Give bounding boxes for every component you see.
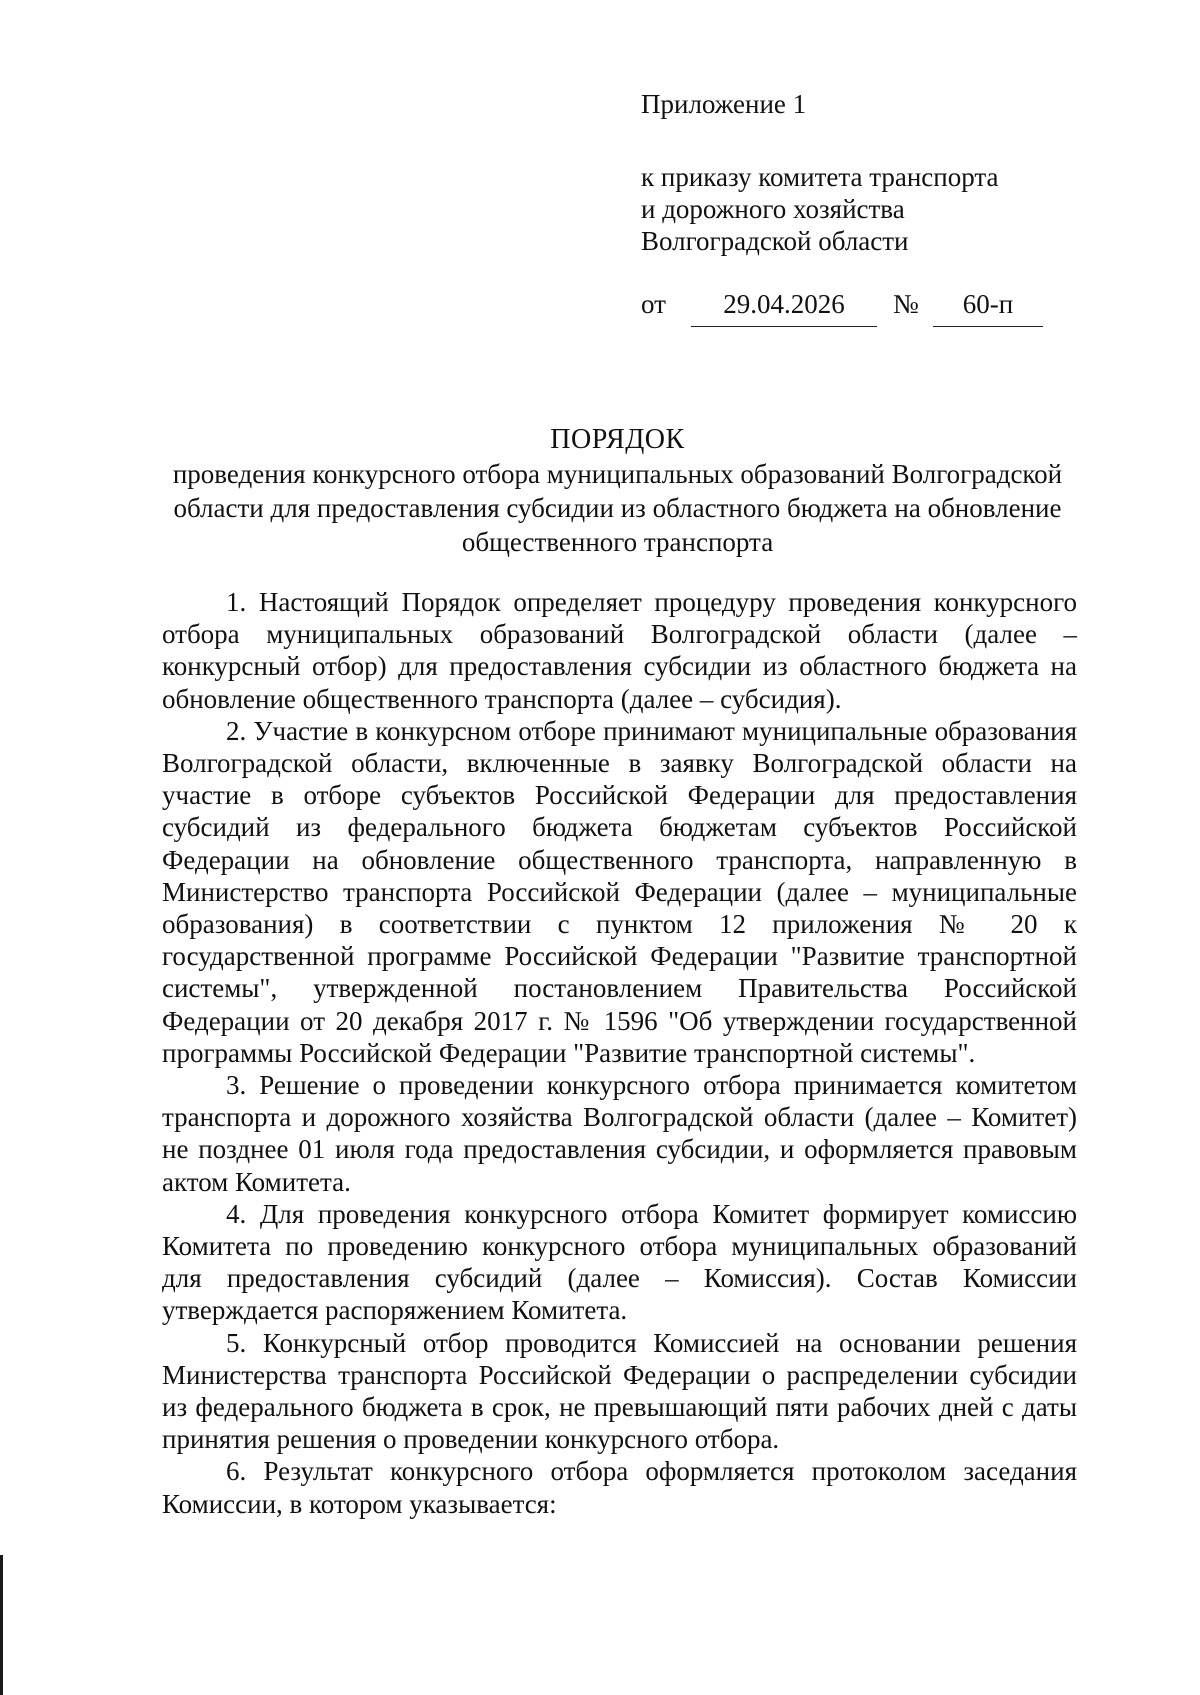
document-subtitle: проведения конкурсного отбора муниципальных образований Волгоградской области для предоставления субсидии из областного бюджета на обновление общественного транспорта: [172, 459, 1063, 557]
order-date: 29.04.2026: [691, 288, 877, 327]
scan-edge-mark: [0, 1555, 3, 1695]
appendix-header: [641, 88, 1061, 257]
paragraph-6: 6. Результат конкурсного отбора оформляется протоколом заседания Комиссии, в котором указывается:: [162, 1456, 1077, 1519]
paragraph-4: 4. Для проведения конкурсного отбора Комитет формирует комиссию Комитета по проведению конкурсного отбора муниципальных образований для предоставления субсидий (далее – Комиссия). Состав Комиссии утверждается распоряжением Комитета.: [162, 1198, 1077, 1326]
document-title: ПОРЯДОК: [550, 424, 685, 455]
order-ref-line: Волгоградской области: [641, 226, 909, 256]
document-body: [162, 586, 1077, 1520]
appendix-label: Приложение 1: [641, 89, 807, 119]
order-ref-line: и дорожного хозяйства: [641, 194, 905, 224]
number-sign: №: [893, 289, 919, 319]
from-label: от: [641, 289, 666, 319]
order-date-number-line: [641, 288, 1061, 328]
paragraph-3: 3. Решение о проведении конкурсного отбора принимается комитетом транспорта и дорожного хозяйства Волгоградской области (далее – Комитет) не позднее 01 июля года предоставления субсидии, и оформляется правовым актом Комитета.: [162, 1070, 1077, 1197]
paragraph-2: 2. Участие в конкурсном отборе принимают муниципальные образования Волгоградской области, включенные в заявку Волгоградской области на участие в отборе субъектов Российской Федерации для предоставления субсидий из федерального бюджета бюджетам субъектов Российской Федерации на обновление общественного транспорта, направленную в Министерство транспорта Российской Федерации (далее – муниципальные образования) в соответствии с пунктом 12 приложения № 20 к государственной программе Российской Федерации "Развитие транспортной системы", утвержденной постановлением Правительства Российской Федерации от 20 декабря 2017 г. № 1596 "Об утверждении государственной программы Российской Федерации "Развитие транспортной системы".: [162, 715, 1077, 1068]
paragraph-1: 1. Настоящий Порядок определяет процедуру проведения конкурсного отбора муниципальных образований Волгоградской области (далее – конкурсный отбор) для предоставления субсидии из областного бюджета на обновление общественного транспорта (далее – субсидия).: [162, 587, 1077, 714]
order-reference: [641, 161, 1061, 257]
order-ref-line: к приказу комитета транспорта: [641, 162, 999, 192]
paragraph-5: 5. Конкурсный отбор проводится Комиссией на основании решения Министерства транспорта Российской Федерации о распределении субсидии из федерального бюджета в срок, не превышающий пяти рабочих дней с даты принятия решения о проведении конкурсного отбора.: [162, 1327, 1077, 1455]
order-number: 60-п: [933, 288, 1043, 327]
